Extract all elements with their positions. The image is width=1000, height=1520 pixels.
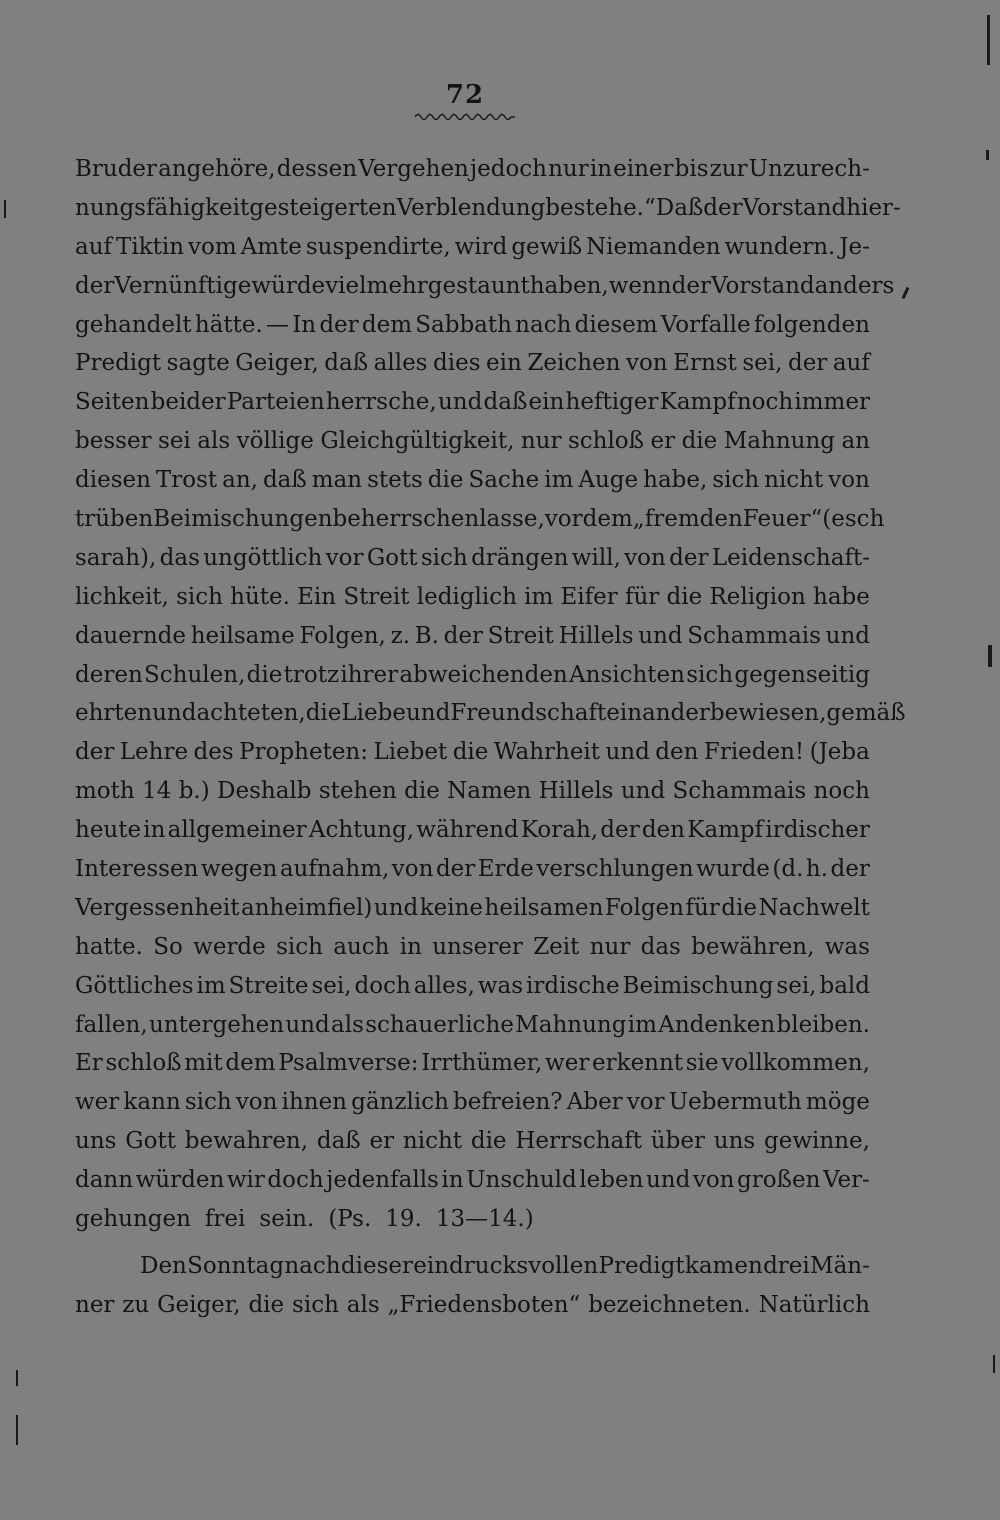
page-edge-mark: [4, 200, 6, 218]
text-line: uns Gott bewahren, daß er nicht die Herrschaft über uns gewinne,: [75, 1128, 870, 1155]
page-number: 72: [445, 80, 485, 110]
paragraph-gap: [75, 1239, 870, 1247]
text-line: Bruder angehöre, dessen Vergehen jedoch nur in einer bis zur Unzurech-: [75, 156, 870, 182]
page-edge-mark: [987, 15, 990, 65]
text-line: nungsfähigkeit gesteigerten Verblendung bestehe.“ Daß der Vorstand hier-: [75, 194, 901, 221]
text-line: wer kann sich von ihnen gänzlich befreien? Aber vor Uebermuth möge: [75, 1089, 870, 1116]
page-edge-mark: [988, 645, 992, 667]
text-line: sarah), das ungöttlich vor Gott sich drängen will, von der Leidenschaft-: [75, 544, 870, 571]
text-line: der Vernünftige würde vielmehr gestaunt haben, wenn der Vorstand anders: [75, 272, 895, 299]
page-edge-mark: [993, 1355, 995, 1373]
text-line: der Lehre des Propheten: Liebet die Wahrheit und den Frieden! (Jeba: [75, 739, 870, 766]
text-line: Seiten beider Parteien herrsche, und daß ein heftiger Kampf noch immer: [75, 389, 870, 416]
text-line: ehrten und achteten, die Liebe und Freundschaft einander bewiesen, gemäß: [75, 700, 906, 727]
text-line: dann würden wir doch jedenfalls in Unschuld leben und von großen Ver-: [75, 1167, 870, 1194]
text-line: Vergessenheit anheimfiel) und keine heilsamen Folgen für die Nachwelt: [75, 894, 870, 921]
page-edge-mark: [16, 1370, 18, 1386]
page-edge-mark: [986, 150, 989, 160]
text-line: deren Schulen, die trotz ihrer abweichenden Ansichten sich gegenseitig: [75, 661, 870, 688]
text-line: Er schloß mit dem Psalmverse: Irrthümer, wer erkennt sie vollkommen,: [75, 1050, 870, 1077]
text-line: Göttliches im Streite sei, doch alles, was irdische Beimischung sei, bald: [75, 972, 870, 999]
text-line: Den Sonntag nach dieser eindrucksvollen Predigt kamen drei Män-: [140, 1252, 870, 1279]
text-line: lichkeit, sich hüte. Ein Streit lediglich im Eifer für die Religion habe: [75, 583, 870, 610]
text-line: gehandelt hätte. — In der dem Sabbath nach diesem Vorfalle folgenden: [75, 311, 870, 338]
text-line: diesen Trost an, daß man stets die Sache im Auge habe, sich nicht von: [75, 467, 870, 494]
text-line: Interessen wegen aufnahm, von der Erde verschlungen wurde (d. h. der: [75, 856, 870, 883]
text-line: auf Tiktin vom Amte suspendirte, wird gewiß Niemanden wundern. Je-: [75, 233, 870, 260]
text-line: hatte. So werde sich auch in unserer Zeit nur das bewähren, was: [75, 933, 870, 960]
text-line: fallen, untergehen und als schauerliche Mahnung im Andenken bleiben.: [75, 1011, 870, 1038]
body-text: [75, 150, 906, 1325]
text-line: Predigt sagte Geiger, daß alles dies ein Zeichen von Ernst sei, der auf: [75, 350, 870, 377]
wavy-rule-ornament: [415, 111, 515, 123]
page-edge-mark: [902, 287, 910, 299]
text-line: besser sei als völlige Gleichgültigkeit, nur schloß er die Mahnung an: [75, 428, 870, 455]
text-line: moth 14 b.) Deshalb stehen die Namen Hillels und Schammais noch: [75, 778, 870, 805]
text-line: trüben Beimischungen beherrschen lasse, vor dem „fremden Feuer“ (esch: [75, 506, 885, 533]
text-line: heute in allgemeiner Achtung, während Korah, der den Kampf irdischer: [75, 817, 870, 844]
text-line: ner zu Geiger, die sich als „Friedensboten“ bezeichneten. Natürlich: [75, 1291, 870, 1318]
text-line: dauernde heilsame Folgen, z. B. der Streit Hillels und Schammais und: [75, 622, 870, 649]
page-edge-mark: [16, 1415, 18, 1445]
text-line: gehungen frei sein. (Ps. 19. 13—14.): [75, 1206, 534, 1233]
